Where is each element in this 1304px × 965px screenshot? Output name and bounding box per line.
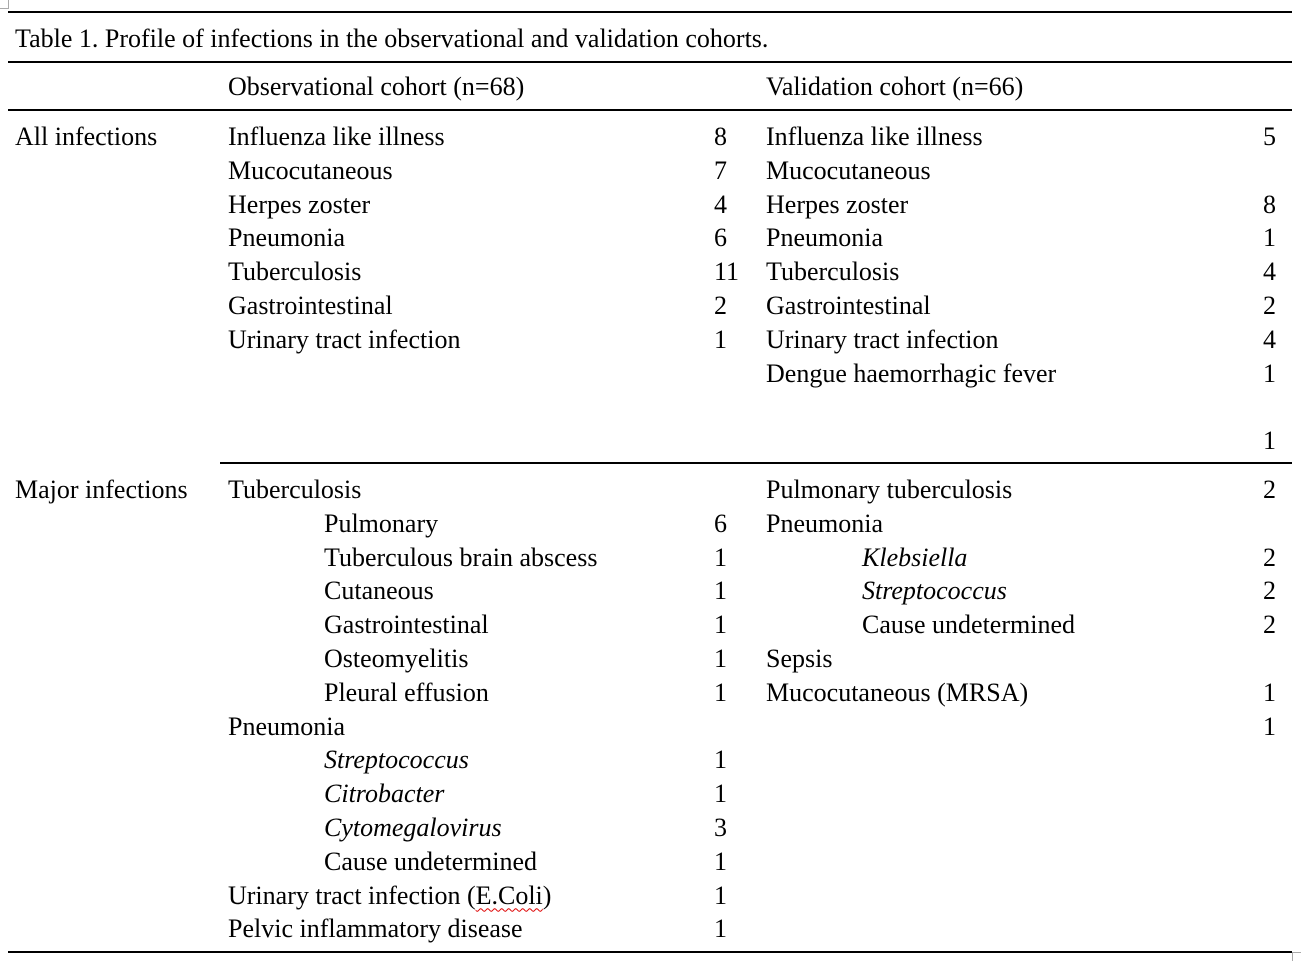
page-corner-mark-top-left bbox=[0, 0, 9, 9]
observational-infection-label: Citrobacter bbox=[324, 779, 445, 809]
validation-infection-label: Mucocutaneous bbox=[766, 155, 931, 185]
validation-infection-label: Mucocutaneous (MRSA) bbox=[766, 677, 1029, 707]
validation-infection-label: Pneumonia bbox=[766, 223, 883, 253]
validation-count: 4 bbox=[1263, 324, 1276, 354]
validation-infection-label: Urinary tract infection bbox=[766, 324, 999, 354]
observational-count: 2 bbox=[714, 291, 727, 320]
observational-infection-label: Streptococcus bbox=[324, 745, 469, 775]
observational-infection-label: Pneumonia bbox=[228, 223, 345, 253]
observational-count: 3 bbox=[714, 813, 727, 842]
observational-count: 1 bbox=[714, 880, 727, 910]
section-label: Major infections bbox=[15, 475, 188, 504]
page-corner-mark-bottom-right bbox=[1292, 952, 1301, 961]
validation-count: 2 bbox=[1263, 542, 1276, 572]
observational-count: 1 bbox=[714, 542, 727, 572]
observational-count: 1 bbox=[714, 324, 727, 354]
validation-infection-label: Pneumonia bbox=[766, 508, 883, 538]
validation-infection-label: Streptococcus bbox=[862, 576, 1007, 606]
observational-count: 8 bbox=[714, 122, 727, 151]
observational-infection-label: Gastrointestinal bbox=[324, 610, 489, 640]
validation-count: 8 bbox=[1263, 189, 1276, 219]
validation-count: 1 bbox=[1263, 711, 1276, 741]
observational-infection-label: Pelvic inflammatory disease bbox=[228, 914, 523, 944]
validation-count: 1 bbox=[1263, 358, 1276, 388]
header-validation-cohort: Validation cohort (n=66) bbox=[766, 72, 1024, 101]
observational-infection-label: Tuberculosis bbox=[228, 475, 362, 504]
section-divider-rule bbox=[220, 462, 1292, 464]
observational-count: 6 bbox=[714, 223, 727, 253]
table-bottom-rule bbox=[8, 951, 1292, 953]
validation-count: 1 bbox=[1263, 426, 1276, 456]
validation-infection-label: Herpes zoster bbox=[766, 189, 909, 219]
section-label: All infections bbox=[15, 122, 158, 151]
observational-count: 1 bbox=[714, 745, 727, 775]
validation-infection-label: Cause undetermined bbox=[862, 610, 1075, 640]
header-observational-cohort: Observational cohort (n=68) bbox=[228, 72, 525, 101]
validation-count: 2 bbox=[1263, 610, 1276, 640]
observational-infection-label: Cutaneous bbox=[324, 576, 434, 606]
observational-count: 11 bbox=[714, 257, 740, 287]
validation-infection-label: Dengue haemorrhagic fever bbox=[766, 358, 1057, 388]
observational-infection-label: Cause undetermined bbox=[324, 846, 537, 876]
validation-infection-label: Gastrointestinal bbox=[766, 291, 931, 320]
validation-count: 5 bbox=[1263, 122, 1276, 151]
observational-infection-label: Pneumonia bbox=[228, 711, 345, 741]
observational-infection-label: Osteomyelitis bbox=[324, 644, 469, 673]
observational-infection-label: Tuberculosis bbox=[228, 257, 362, 287]
table-top-rule bbox=[8, 11, 1292, 13]
validation-count: 2 bbox=[1263, 576, 1276, 606]
observational-infection-label: Pleural effusion bbox=[324, 677, 489, 707]
observational-count: 6 bbox=[714, 508, 727, 538]
observational-infection-label: Herpes zoster bbox=[228, 189, 371, 219]
observational-infection-label: Urinary tract infection bbox=[228, 324, 461, 354]
validation-count: 2 bbox=[1263, 475, 1276, 504]
observational-count: 1 bbox=[714, 644, 727, 673]
observational-count: 1 bbox=[714, 576, 727, 606]
table-caption: Table 1. Profile of infections in the observational and validation cohorts. bbox=[15, 24, 769, 53]
observational-count: 1 bbox=[714, 677, 727, 707]
observational-count: 1 bbox=[714, 914, 727, 944]
header-rule bbox=[8, 109, 1292, 111]
validation-infection-label: Klebsiella bbox=[862, 542, 968, 572]
validation-count: 1 bbox=[1263, 677, 1276, 707]
observational-infection-label: Urinary tract infection (E.Coli) bbox=[228, 880, 552, 910]
validation-infection-label: Sepsis bbox=[766, 644, 833, 673]
validation-infection-label: Pulmonary tuberculosis bbox=[766, 475, 1013, 504]
spellcheck-underline: E.Coli bbox=[475, 880, 543, 910]
observational-infection-label: Cytomegalovirus bbox=[324, 813, 502, 842]
observational-infection-label: Pulmonary bbox=[324, 508, 439, 538]
validation-count: 2 bbox=[1263, 291, 1276, 320]
observational-count: 1 bbox=[714, 779, 727, 809]
validation-infection-label: Tuberculosis bbox=[766, 257, 900, 287]
observational-count: 7 bbox=[714, 155, 727, 185]
validation-count: 1 bbox=[1263, 223, 1276, 253]
observational-infection-label: Influenza like illness bbox=[228, 122, 445, 151]
observational-infection-label: Mucocutaneous bbox=[228, 155, 393, 185]
observational-count: 4 bbox=[714, 189, 727, 219]
caption-rule bbox=[8, 61, 1292, 63]
observational-count: 1 bbox=[714, 610, 727, 640]
observational-infection-label: Tuberculous brain abscess bbox=[324, 542, 598, 572]
observational-infection-label: Gastrointestinal bbox=[228, 291, 393, 320]
observational-count: 1 bbox=[714, 846, 727, 876]
validation-infection-label: Influenza like illness bbox=[766, 122, 983, 151]
validation-count: 4 bbox=[1263, 257, 1276, 287]
